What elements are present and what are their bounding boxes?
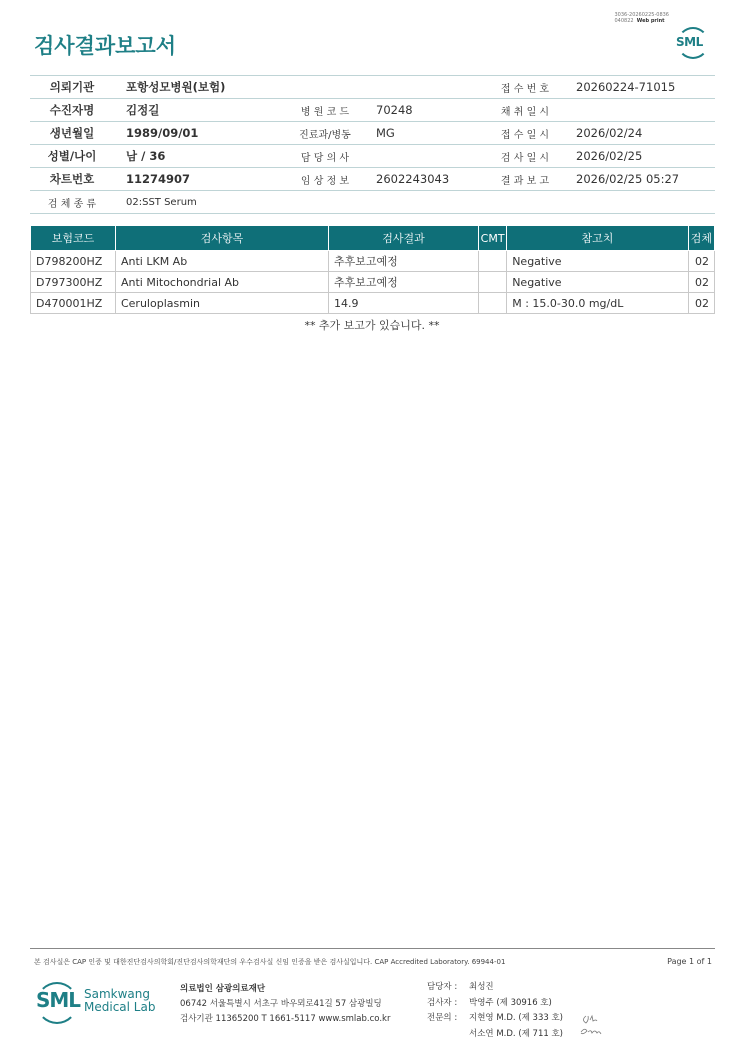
report-title: 검사결과보고서 [34,34,177,58]
info-label: 수진자명 [30,99,114,122]
result-code: D470001HZ [31,293,116,314]
info-label [286,76,364,99]
result-ref: Negative [507,272,689,293]
org-contact: 검사기관 11365200 T 1661-5117 www.smlab.co.kr [180,1014,391,1024]
col-header-spec: 검체 [688,226,714,251]
staff-key: 담당자 : [427,982,458,992]
footer-divider [30,948,715,949]
info-label: 접 수 일 시 [486,122,564,145]
col-header-cmt: CMT [479,226,507,251]
info-label: 접 수 번 호 [486,76,564,99]
result-value: 추후보고예정 [328,251,478,272]
result-code: D798200HZ [31,251,116,272]
footer-logo-name2: Medical Lab [84,1000,156,1014]
info-label: 의뢰기관 [30,76,114,99]
sml-logo-icon [674,25,712,61]
result-spec: 02 [688,251,714,272]
result-row [31,251,715,272]
info-label: 결 과 보 고 [486,168,564,191]
staff-key: 검사자 : [427,997,458,1008]
col-header-item: 검사항목 [115,226,328,251]
result-cmt [479,272,507,293]
info-value: 2026/02/24 [564,122,715,145]
result-spec: 02 [688,272,714,293]
info-label: 병 원 코 드 [286,99,364,122]
info-value: 포항성모병원(보험) [114,76,286,99]
page-number: Page 1 of 1 [667,957,712,966]
info-value: 남 / 36 [114,145,286,168]
logo-text: SML [676,35,703,49]
footnote: ** 추가 보고가 있습니다. ** [304,319,440,332]
info-value [564,99,715,122]
result-spec: 02 [688,293,714,314]
result-item: Anti LKM Ab [115,251,328,272]
info-label: 성별/나이 [30,145,114,168]
result-cmt [479,251,507,272]
info-value: 2602243043 [364,168,486,191]
result-value: 14.9 [328,293,478,314]
result-row [31,293,715,314]
stamp-line1: 3036-20260225-0836 [614,12,669,18]
result-ref: M : 15.0-30.0 mg/dL [507,293,689,314]
staff-value: 서소연 M.D. (제 711 호) [469,1028,564,1039]
print-stamp [614,12,669,24]
info-row [30,145,715,168]
result-row [31,272,715,293]
staff-key: 전문의 : [427,1013,458,1023]
staff-value: 박영주 (제 30916 호) [469,997,552,1008]
info-value: 2026/02/25 05:27 [564,168,715,191]
info-label: 담 당 의 사 [286,145,364,168]
signature-icon [578,1010,608,1043]
staff-value: 최성진 [469,982,494,992]
info-label: 차트번호 [30,168,114,191]
result-item: Anti Mitochondrial Ab [115,272,328,293]
info-label: 임 상 정 보 [286,168,364,191]
footer-logo-name1: Samkwang [84,987,150,1001]
result-ref: Negative [507,251,689,272]
info-value [364,145,486,168]
cap-accreditation: 본 검사실은 CAP 인증 및 대한진단검사의학회/진단검사의학재단의 우수검사실 신임 인증을 받은 검사실입니다. CAP Accredited Laboratory. 69944-01 [34,958,506,966]
org-address: 06742 서울특별시 서초구 바우뫼로41길 57 삼광빌딩 [180,999,382,1009]
org-info [180,982,390,1027]
result-cmt [479,293,507,314]
footer-logo-sml: SML [36,988,81,1012]
info-row [30,122,715,145]
info-value: 1989/09/01 [114,122,286,145]
result-code: D797300HZ [31,272,116,293]
info-value [364,76,486,99]
info-value: 70248 [364,99,486,122]
info-row [30,76,715,99]
info-label: 채 취 일 시 [486,99,564,122]
col-header-result: 검사결과 [328,226,478,251]
result-value: 추후보고예정 [328,272,478,293]
results-table [30,225,715,314]
specimen-value: 02:SST Serum [114,191,715,214]
org-name: 의료법인 삼광의료재단 [180,984,266,994]
result-item: Ceruloplasmin [115,293,328,314]
col-header-code: 보험코드 [31,226,116,251]
info-row [30,168,715,191]
patient-info-table [30,75,715,214]
info-row [30,99,715,122]
info-value: 김정길 [114,99,286,122]
info-label: 검 사 일 시 [486,145,564,168]
col-header-ref: 참고치 [507,226,689,251]
samkwang-logo-icon [36,982,156,1026]
stamp-line2: 040822 [614,18,634,24]
specimen-row [30,191,715,214]
staff-value: 지현영 M.D. (제 333 호) [469,1013,564,1023]
stamp-web: Web print [636,18,665,24]
staff-list [427,980,563,1042]
info-value: 20260224-71015 [564,76,715,99]
info-value: 2026/02/25 [564,145,715,168]
info-value: MG [364,122,486,145]
info-label: 진료과/병동 [286,122,364,145]
specimen-label: 검 체 종 류 [30,191,114,214]
info-label: 생년월일 [30,122,114,145]
info-value: 11274907 [114,168,286,191]
